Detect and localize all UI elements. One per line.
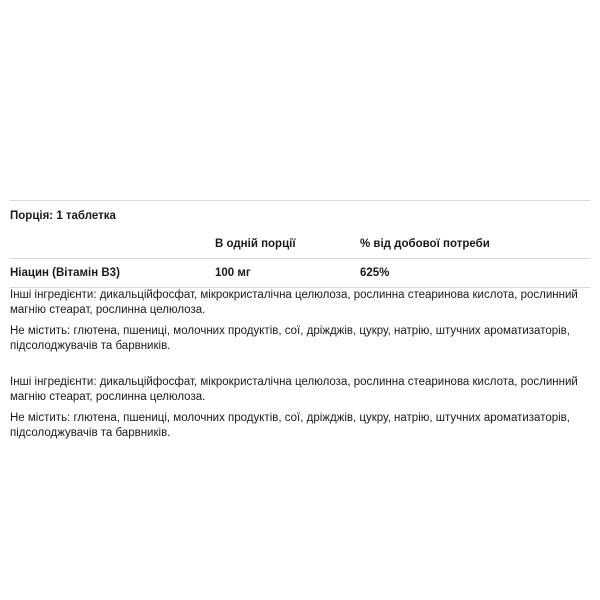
other-ingredients-text-2: Інші інгредієнти: дикальційфосфат, мікрокристалічна целюлоза, рослинна стеаринова кислота, рослинний магнію стеарат, рослинна целюлоза. — [10, 376, 578, 403]
nutrient-name: Ніацин (Вітамін B3) — [10, 259, 215, 288]
allergen-free-text-1: Не містить: глютена, пшениці, молочних продуктів, сої, дріжджів, цукру, натрію, штучних ароматизаторів, підсолоджувачів та барвників. — [10, 325, 570, 352]
note-block-2 — [10, 375, 590, 440]
note-block-1 — [10, 288, 590, 353]
column-header-nutrient — [10, 230, 215, 259]
other-ingredients-text-1: Інші інгредієнти: дикальційфосфат, мікрокристалічна целюлоза, рослинна стеаринова кислота, рослинний магнію стеарат, рослинна целюлоза. — [10, 289, 578, 316]
table-header-row — [10, 230, 590, 259]
notes-spacer — [10, 353, 590, 365]
supplement-facts-panel — [0, 200, 600, 288]
allergen-free-text-2: Не містить: глютена, пшениці, молочних продуктів, сої, дріжджів, цукру, натрію, штучних ароматизаторів, підсолоджувачів та барвників. — [10, 412, 570, 439]
column-header-amount: В одній порції — [215, 230, 360, 259]
column-header-daily-value: % від добової потреби — [360, 230, 590, 259]
nutrient-daily-value: 625% — [360, 259, 590, 288]
nutrient-amount: 100 мг — [215, 259, 360, 288]
serving-size-line: Порція: 1 таблетка — [10, 210, 116, 222]
notes-section — [0, 278, 600, 440]
